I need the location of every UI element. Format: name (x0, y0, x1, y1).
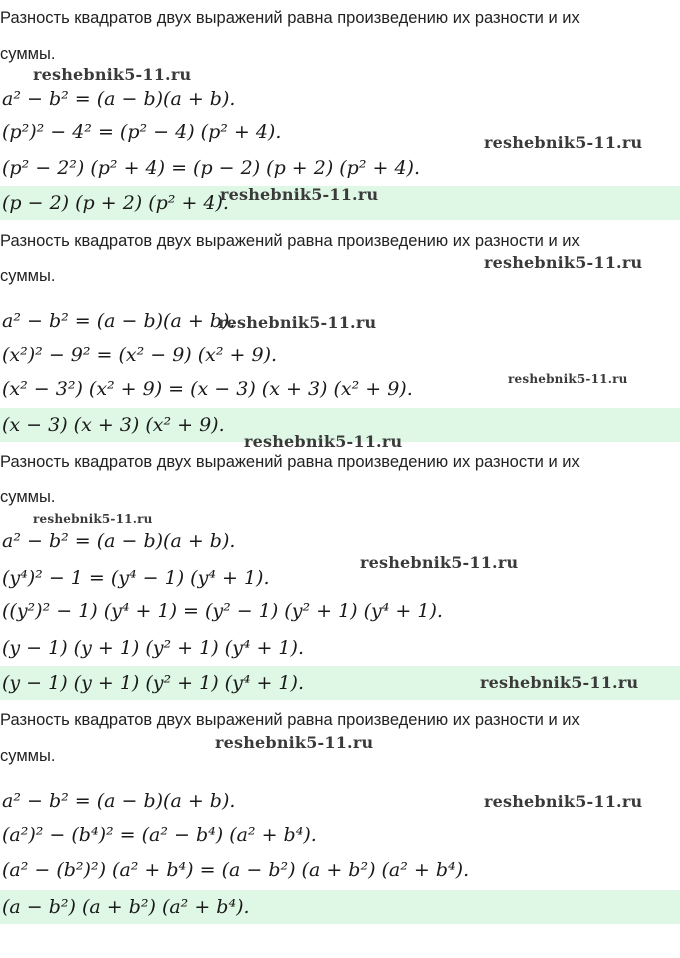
rule-text: Разность квадратов двух выражений равна произведению их разности и их (0, 232, 580, 250)
watermark: reshebnik5-11.ru (220, 185, 379, 204)
watermark: reshebnik5-11.ru (484, 253, 643, 272)
answer: (y − 1) (y + 1) (y² + 1) (y⁴ + 1). (2, 672, 304, 694)
formula: a² − b² = (a − b)(a + b). (2, 88, 236, 110)
watermark: reshebnik5-11.ru (215, 733, 374, 752)
answer: (p − 2) (p + 2) (p² + 4). (2, 192, 229, 214)
watermark: reshebnik5-11.ru (33, 512, 153, 526)
formula: a² − b² = (a − b)(a + b). (2, 310, 236, 332)
rule-text: Разность квадратов двух выражений равна произведению их разности и их (0, 711, 580, 729)
rule-text: суммы. (0, 747, 56, 765)
formula: a² − b² = (a − b)(a + b). (2, 530, 236, 552)
solution-step: ((y²)² − 1) (y⁴ + 1) = (y² − 1) (y² + 1) (y⁴ + 1). (2, 600, 443, 622)
solution-step: (p² − 2²) (p² + 4) = (p − 2) (p + 2) (p² + 4). (2, 157, 420, 179)
solution-step: (y⁴)² − 1 = (y⁴ − 1) (y⁴ + 1). (2, 567, 270, 589)
rule-text: суммы. (0, 267, 56, 285)
answer: (a − b²) (a + b²) (a² + b⁴). (2, 896, 250, 918)
watermark: reshebnik5-11.ru (508, 372, 628, 386)
solution-step: (y − 1) (y + 1) (y² + 1) (y⁴ + 1). (2, 637, 304, 659)
watermark: reshebnik5-11.ru (218, 313, 377, 332)
solution-step: (x² − 3²) (x² + 9) = (x − 3) (x + 3) (x² + 9). (2, 378, 413, 400)
rule-text: Разность квадратов двух выражений равна произведению их разности и их (0, 9, 580, 27)
watermark: reshebnik5-11.ru (244, 432, 403, 451)
watermark: reshebnik5-11.ru (33, 65, 192, 84)
watermark: reshebnik5-11.ru (484, 792, 643, 811)
formula: a² − b² = (a − b)(a + b). (2, 790, 236, 812)
watermark: reshebnik5-11.ru (484, 133, 643, 152)
solution-step: (a² − (b²)²) (a² + b⁴) = (a − b²) (a + b²) (a² + b⁴). (2, 859, 470, 881)
solution-step: (a²)² − (b⁴)² = (a² − b⁴) (a² + b⁴). (2, 824, 317, 846)
rule-text: Разность квадратов двух выражений равна произведению их разности и их (0, 453, 580, 471)
answer-highlight (0, 890, 680, 924)
watermark: reshebnik5-11.ru (480, 673, 639, 692)
answer: (x − 3) (x + 3) (x² + 9). (2, 414, 225, 436)
watermark: reshebnik5-11.ru (360, 553, 519, 572)
solution-step: (x²)² − 9² = (x² − 9) (x² + 9). (2, 344, 278, 366)
rule-text: суммы. (0, 45, 56, 63)
solution-step: (p²)² − 4² = (p² − 4) (p² + 4). (2, 121, 282, 143)
rule-text: суммы. (0, 488, 56, 506)
